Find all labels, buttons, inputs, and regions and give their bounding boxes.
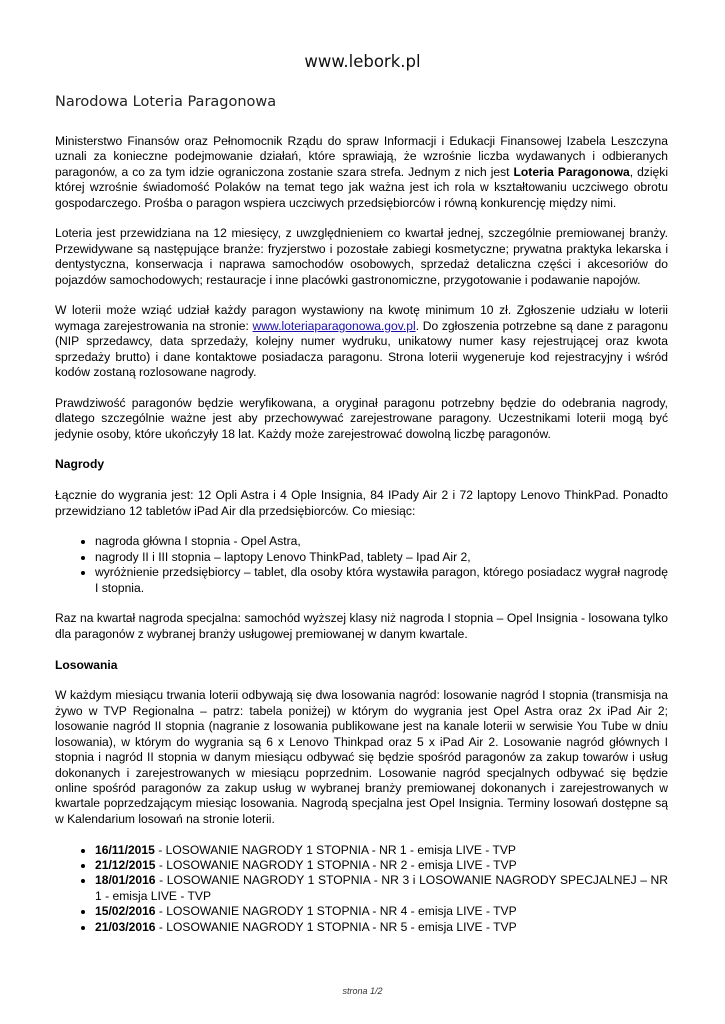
page-number: strona 1/2 bbox=[342, 986, 383, 996]
list-item: • 16/11/2015 - LOSOWANIE NAGRODY 1 STOPNIA - NR 1 - emisja LIVE - TVP bbox=[95, 843, 668, 858]
lottery-website-link[interactable]: www.loteriaparagonowa.gov.pl bbox=[252, 318, 416, 333]
intro-paragraph-2: Loteria jest przewidziana na 12 miesięcy, z uwzględnieniem co kwartał jednej, szczególnie premiowanej branży. Przewidywane są następujące branże: fryzjerstwo i pozostałe zabiegi kosmetyczne; prywatna praktyka lekarska i dentystyczna, konserwacja i naprawa samochodów osobowych, sprzedaż detaliczna części i akcesoriów do pojazdów samochodowych; restauracje i inne placówki gastronomiczne, przygotowanie i podawanie napojów. bbox=[55, 226, 668, 287]
prizes-list bbox=[55, 534, 668, 596]
bold-term: Loteria Paragonowa bbox=[513, 164, 630, 179]
list-item: • nagroda główna I stopnia - Opel Astra, bbox=[95, 534, 668, 549]
list-item: • 15/02/2016 - LOSOWANIE NAGRODY 1 STOPNIA - NR 4 - emisja LIVE - TVP bbox=[95, 904, 668, 919]
site-header: www.lebork.pl bbox=[304, 52, 421, 71]
list-item: • 18/01/2016 - LOSOWANIE NAGRODY 1 STOPNIA - NR 3 i LOSOWANIE NAGRODY SPECJALNEJ – NR 1 - emisja LIVE - TVP bbox=[95, 873, 668, 904]
draws-list bbox=[55, 843, 668, 935]
intro-paragraph-4: Prawdziwość paragonów będzie weryfikowana, a oryginał paragonu potrzebny będzie do odebrania nagrody, dlatego szczególnie ważne jest aby przechowywać zarejestrowane paragony. Uczestnikami loterii mogą być jedynie osoby, które ukończyły 18 lat. Każdy może zarejestrować dowolną liczbę paragonów. bbox=[55, 395, 668, 441]
intro-paragraph-3: W loterii może wziąć udział każdy paragon wystawiony na kwotę minimum 10 zł. Zgłoszenie udziału w loterii wymaga zarejestrowania na stronie: www.loteriaparagonowa.gov.pl. Do zgłoszenia potrzebne są dane z paragonu (NIP sprzedawcy, data sprzedaży, kolejny numer wydruku, unikatowy numer kasy rejestrującej oraz kwota sprzedaży brutto) i dane kontaktowe posiadacza paragonu. Strona loterii wygeneruje kod rejestracyjny i wśród kodów zostaną rozlosowane nagrody. bbox=[55, 303, 668, 380]
list-item: • 21/03/2016 - LOSOWANIE NAGRODY 1 STOPNIA - NR 5 - emisja LIVE - TVP bbox=[95, 920, 668, 935]
list-item: • nagrody II i III stopnia – laptopy Lenovo ThinkPad, tablety – Ipad Air 2, bbox=[95, 550, 668, 565]
nagrody-paragraph-1: Łącznie do wygrania jest: 12 Opli Astra i 4 Ople Insignia, 84 IPady Air 2 i 72 laptopy Lenovo ThinkPad. Ponadto przewidziano 12 tabletów iPad Air dla przedsiębiorców. Co miesiąc: bbox=[55, 488, 668, 518]
losowania-paragraph: W każdym miesiącu trwania loterii odbywają się dwa losowania nagród: losowanie nagród I stopnia (transmisja na żywo w TVP Regionalna – patrz: tabela poniżej) w którym do wygrania jest Opel Astra oraz 2x iPad Air 2; losowanie nagród II stopnia (nagranie z losowania publikowane jest na kanale loterii w serwisie You Tube w dniu losowania), w którym do wygrania są 6 x Lenovo Thinkpad oraz 5 x iPad Air 2. Losowanie nagród głównych I stopnia i nagród II stopnia w danym miesiącu odbywać się będzie spośród paragonów za zakup towarów i usług dokonanych i zarejestrowanych w miesiącu poprzednim. Losowanie nagród specjalnych odbywać się będzie online spośród paragonów za zakup usług w wybranej branży premiowanej dokonanych i zarejestrowanych w kwartale poprzedzającym miesiąc losowania. Nagrodą specjalna jest Opel Insignia. Terminy losowań dostępne są w Kalendarium losowań na stronie loterii. bbox=[55, 688, 668, 826]
intro-paragraph-1: Ministerstwo Finansów oraz Pełnomocnik Rządu do spraw Informacji i Edukacji Finansowej Izabela Leszczyna uznali za konieczne podejmowanie działań, które sprawiają, że wzrośnie liczba wydawanych i odbieranych paragonów, a co za tym idzie ograniczona zostanie szara strefa. Jednym z nich jest Loteria Paragonowa, dzięki której wzrośnie świadomość Polaków na temat tego jak ważna jest ich rola w kształtowaniu uczciwego obrotu gospodarczego. Prośba o paragon wspiera uczciwych przedsiębiorców i równą konkurencję między nimi. bbox=[55, 134, 669, 210]
section-heading-losowania: Losowania bbox=[55, 657, 118, 672]
nagrody-paragraph-2: Raz na kwartał nagroda specjalna: samochód wyższej klasy niż nagroda I stopnia – Opel Insignia - losowana tylko dla paragonów z wybranej branży usługowej premiowanej w danym kwartale. bbox=[55, 611, 668, 641]
list-item: • 21/12/2015 - LOSOWANIE NAGRODY 1 STOPNIA - NR 2 - emisja LIVE - TVP bbox=[95, 858, 668, 873]
list-item: • wyróżnienie przedsiębiorcy – tablet, dla osoby która wystawiła paragon, którego posiadacz wygrał nagrodę I stopnia. bbox=[95, 565, 668, 596]
article-body bbox=[55, 134, 668, 950]
page-title: Narodowa Loteria Paragonowa bbox=[55, 94, 277, 110]
section-heading-nagrody: Nagrody bbox=[55, 457, 105, 472]
